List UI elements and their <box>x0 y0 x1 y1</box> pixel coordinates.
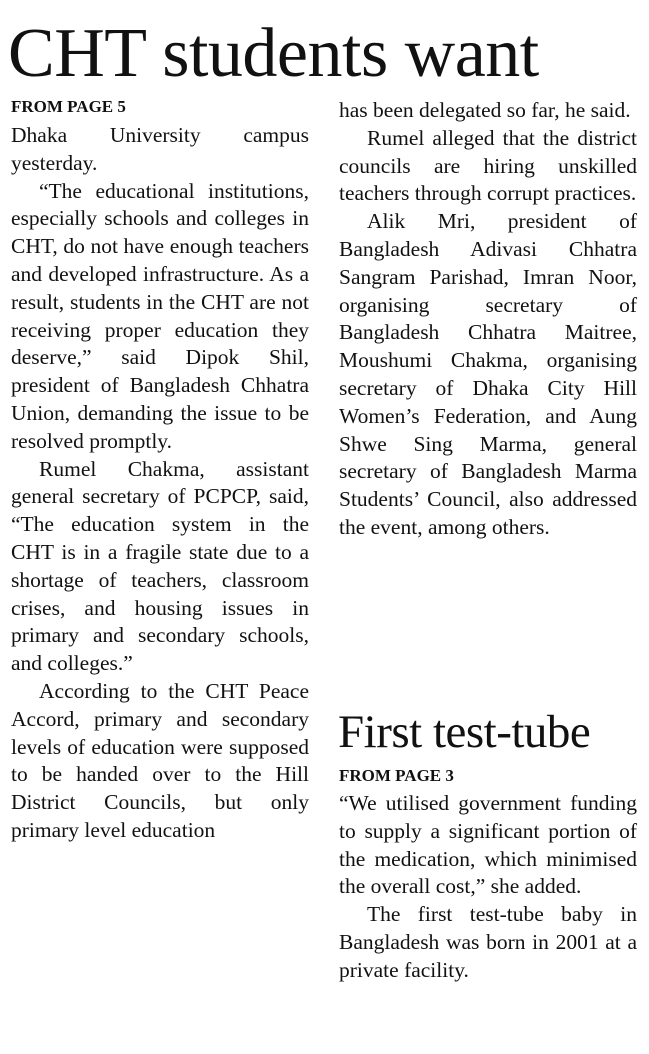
article-1-continuation-label: FROM PAGE 5 <box>11 97 126 116</box>
article-2-paragraph: The first test-tube baby in Bangladesh was born in 2001 at a private facility. <box>339 902 637 982</box>
article-1-paragraph: According to the CHT Peace Accord, primary and secondary levels of education were supposed to be handed over to the Hill District Councils, but only primary level education <box>11 678 309 842</box>
article-2-paragraph: “We utilised government funding to supply a significant portion of the medication, which minimised the overall cost,” she added. <box>339 791 637 899</box>
article-1-paragraph: Alik Mri, president of Bangladesh Adivasi Chhatra Sangram Parishad, Imran Noor, organising secretary of Bangladesh Chhatra Maitree, Moushumi Chakma, organising secretary of Dhaka City Hill Women’s Federation, and Aung Shwe Sing Marma, general secretary of Bangladesh Marma Students’ Council, also addressed the event, among others. <box>339 209 637 539</box>
article-2-continuation-label: FROM PAGE 3 <box>339 766 454 785</box>
article-2-column <box>339 790 637 985</box>
article-1-paragraph: has been delegated so far, he said. <box>339 98 631 122</box>
article-1-headline: CHT students want <box>8 15 539 92</box>
article-1-paragraph: “The educational institutions, especially schools and colleges in CHT, do not have enough teachers and developed infrastructure. As a result, students in the CHT are not receiving proper education they deserve,” said Dipok Shil, president of Bangladesh Chhatra Union, demanding the issue to be resolved promptly. <box>11 178 309 453</box>
article-1-paragraph: Rumel Chakma, assistant general secretary of PCPCP, said, “The education system in the CHT is in a fragile state due to a shortage of teachers, classroom crises, and housing issues in primary and secondary schools, and colleges.” <box>11 456 309 676</box>
article-1-column-1 <box>11 122 309 845</box>
article-1-paragraph: Dhaka University campus yesterday. <box>11 123 309 175</box>
article-1-column-2 <box>339 97 637 542</box>
article-1-paragraph: Rumel alleged that the district councils are hiring unskilled teachers through corrupt practices. <box>339 125 637 206</box>
article-2-headline: First test-tube <box>338 706 591 758</box>
